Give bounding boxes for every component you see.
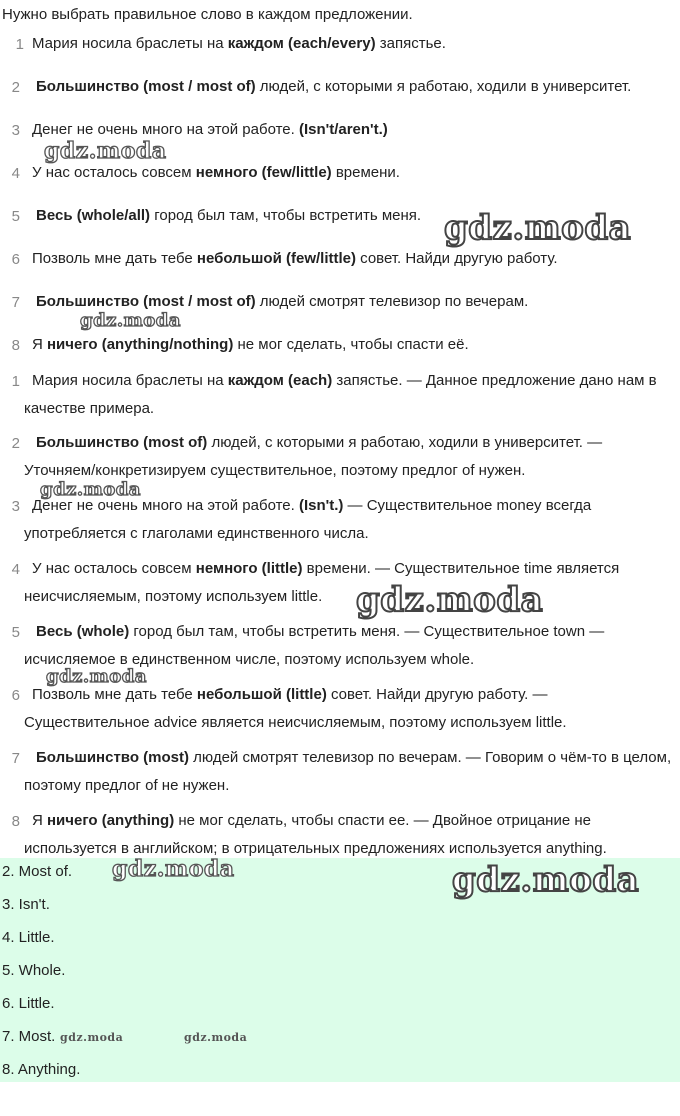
task-item: Денег не очень много на этой работе. (Isn't/aren't.) — [32, 121, 388, 138]
answer-item: 7. Most. — [2, 1028, 56, 1045]
explanation-item: Мария носила браслеты на каждом (each) запястье. — Данное предложение дано нам в качестве примера. — [24, 372, 657, 417]
explanation-number: 8 — [11, 813, 20, 830]
answers-panel — [0, 858, 680, 1082]
watermark-logo: gdz.moda — [452, 860, 640, 900]
answer-item: 3. Isn't. — [2, 896, 50, 913]
explanation-number: 6 — [11, 687, 20, 704]
task-item: Весь (whole/all) город был там, чтобы встретить меня. — [36, 207, 422, 224]
watermark-logo: gdz.moda — [46, 666, 147, 687]
explanation-number: 3 — [11, 498, 20, 515]
task-number: 5 — [11, 208, 20, 225]
explanation-item: Большинство (most of) людей, с которыми я работаю, ходили в университет. — Уточняем/конкретизируем существительное, поэтому предлог of нужен. — [24, 434, 603, 479]
explanation-number: 2 — [11, 435, 20, 452]
task-number: 6 — [11, 251, 20, 268]
answer-item: 5. Whole. — [2, 962, 66, 979]
watermark-logo: gdz.moda — [184, 1031, 248, 1044]
task-item: Большинство (most / most of) людей, с которыми я работаю, ходили в университет. — [36, 78, 632, 95]
task-item: Мария носила браслеты на каждом (each/every) запястье. — [32, 35, 446, 52]
task-number: 8 — [11, 337, 20, 354]
explanation-item: Позволь мне дать тебе небольшой (little) совет. Найди другую работу. — Существительное advice является неисчисляемым, поэтому используем little. — [24, 686, 567, 731]
task-item: Большинство (most / most of) людей смотрят телевизор по вечерам. — [36, 293, 529, 310]
task-number: 3 — [11, 122, 20, 139]
explanation-number: 4 — [11, 561, 20, 578]
explanation-number: 1 — [11, 373, 20, 390]
watermark-logo: gdz.moda — [40, 479, 141, 500]
explanation-number: 5 — [11, 624, 20, 641]
task-item: Я ничего (anything/nothing) не мог сделать, чтобы спасти её. — [32, 336, 469, 353]
task-number: 2 — [11, 79, 20, 96]
watermark-logo: gdz.moda — [80, 310, 181, 331]
task-number: 7 — [11, 294, 20, 311]
watermark-logo: gdz.moda — [444, 208, 632, 248]
instruction: Нужно выбрать правильное слово в каждом предложении. — [2, 6, 413, 23]
answer-item: 2. Most of. — [2, 863, 73, 880]
explanation-item: Я ничего (anything) не мог сделать, чтобы спасти ее. — Двойное отрицание не используется в английском; в отрицательных предложениях используется anything. — [24, 812, 607, 857]
answer-item: 6. Little. — [2, 995, 55, 1012]
explanation-item: У нас осталось совсем немного (little) времени. — Существительное time является неисчисляемым, поэтому используем little. — [24, 560, 620, 605]
watermark-logo: gdz.moda — [356, 580, 544, 620]
task-number: 4 — [11, 165, 20, 182]
explanation-number: 7 — [11, 750, 20, 767]
watermark-logo: gdz.moda — [44, 138, 167, 164]
explanation-item: Большинство (most) людей смотрят телевизор по вечерам. — Говорим о чём-то в целом, поэтому предлог of не нужен. — [24, 749, 672, 794]
task-item: У нас осталось совсем немного (few/little) времени. — [32, 164, 400, 181]
explanation-item: Весь (whole) город был там, чтобы встретить меня. — Существительное town — исчисляемое в единственном числе, поэтому используем whole. — [24, 623, 605, 668]
task-number: 1 — [15, 36, 24, 53]
explanation-item: Денег не очень много на этой работе. (Isn't.) — Существительное money всегда употребляется с глаголами единственного числа. — [24, 497, 592, 542]
watermark-logo: gdz.moda — [112, 856, 235, 882]
answer-item: 4. Little. — [2, 929, 55, 946]
task-item: Позволь мне дать тебе небольшой (few/little) совет. Найди другую работу. — [32, 250, 558, 267]
watermark-logo: gdz.moda — [60, 1031, 124, 1044]
answer-item: 8. Anything. — [2, 1061, 81, 1078]
